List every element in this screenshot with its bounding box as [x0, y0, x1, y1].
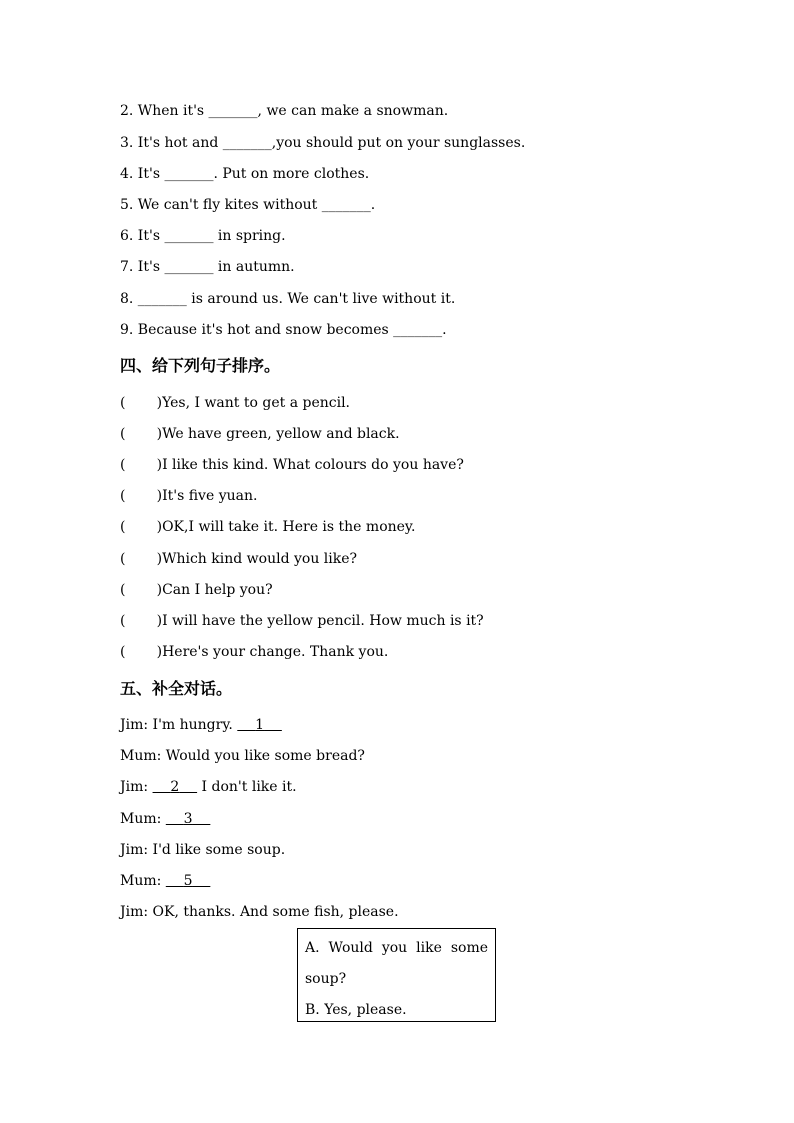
dialogue-text: Jim:	[120, 779, 153, 795]
dialogue-text-after: I don't like it.	[197, 779, 297, 795]
dialogue-line-4	[120, 809, 210, 829]
fill-in-sentence-4: 4. It's _______. Put on more clothes.	[120, 166, 370, 182]
fill-in-sentence-7: 7. It's _______ in autumn.	[120, 259, 295, 275]
ordering-item: ( )Which kind would you like?	[120, 551, 358, 567]
answer-blank-5	[166, 873, 211, 889]
dialogue-line-3	[120, 777, 297, 797]
blank-number: 1	[255, 717, 265, 733]
blank-number: 5	[183, 873, 193, 889]
fill-in-sentence-3: 3. It's hot and _______,you should put on your sunglasses.	[120, 135, 526, 151]
ordering-item: ( )I like this kind. What colours do you have?	[120, 457, 464, 473]
ordering-item: ( )Here's your change. Thank you.	[120, 644, 389, 660]
dialogue-line-5	[120, 840, 285, 860]
option-a-continued: soup?	[305, 971, 347, 987]
ordering-item: ( )OK,I will take it. Here is the money.	[120, 519, 416, 535]
ordering-item: ( )We have green, yellow and black.	[120, 426, 400, 442]
blank-number: 3	[183, 811, 193, 827]
fill-in-sentence-6: 6. It's _______ in spring.	[120, 228, 286, 244]
section-4-title: 四、给下列句子排序。	[120, 356, 281, 375]
dialogue-text: Jim: I'm hungry.	[120, 717, 238, 733]
option-a: A. Would you like some	[305, 940, 488, 956]
answer-blank-1	[237, 717, 282, 733]
dialogue-line-6	[120, 871, 210, 891]
dialogue-line-2	[120, 746, 365, 766]
options-box	[297, 928, 496, 1022]
fill-in-sentence-8: 8. _______ is around us. We can't live without it.	[120, 291, 456, 307]
fill-in-sentence-2: 2. When it's _______, we can make a snowman.	[120, 103, 449, 119]
answer-blank-2	[153, 779, 198, 795]
section-5-title: 五、补全对话。	[120, 679, 233, 698]
dialogue-text: Mum: Would you like some bread?	[120, 748, 365, 764]
ordering-item: ( )It's five yuan.	[120, 488, 258, 504]
option-b: B. Yes, please.	[305, 1002, 407, 1018]
fill-in-sentence-9: 9. Because it's hot and snow becomes _______.	[120, 322, 447, 338]
ordering-item: ( )I will have the yellow pencil. How much is it?	[120, 613, 484, 629]
dialogue-text: Mum:	[120, 873, 166, 889]
fill-in-sentence-5: 5. We can't fly kites without _______.	[120, 197, 376, 213]
dialogue-line-7	[120, 902, 399, 922]
dialogue-text: Jim: I'd like some soup.	[120, 842, 286, 858]
dialogue-text: Mum:	[120, 811, 166, 827]
ordering-item: ( )Yes, I want to get a pencil.	[120, 395, 351, 411]
ordering-item: ( )Can I help you?	[120, 582, 273, 598]
dialogue-text: Jim: OK, thanks. And some fish, please.	[120, 904, 399, 920]
dialogue-line-1	[120, 715, 282, 735]
answer-blank-3	[166, 811, 211, 827]
blank-number: 2	[170, 779, 180, 795]
